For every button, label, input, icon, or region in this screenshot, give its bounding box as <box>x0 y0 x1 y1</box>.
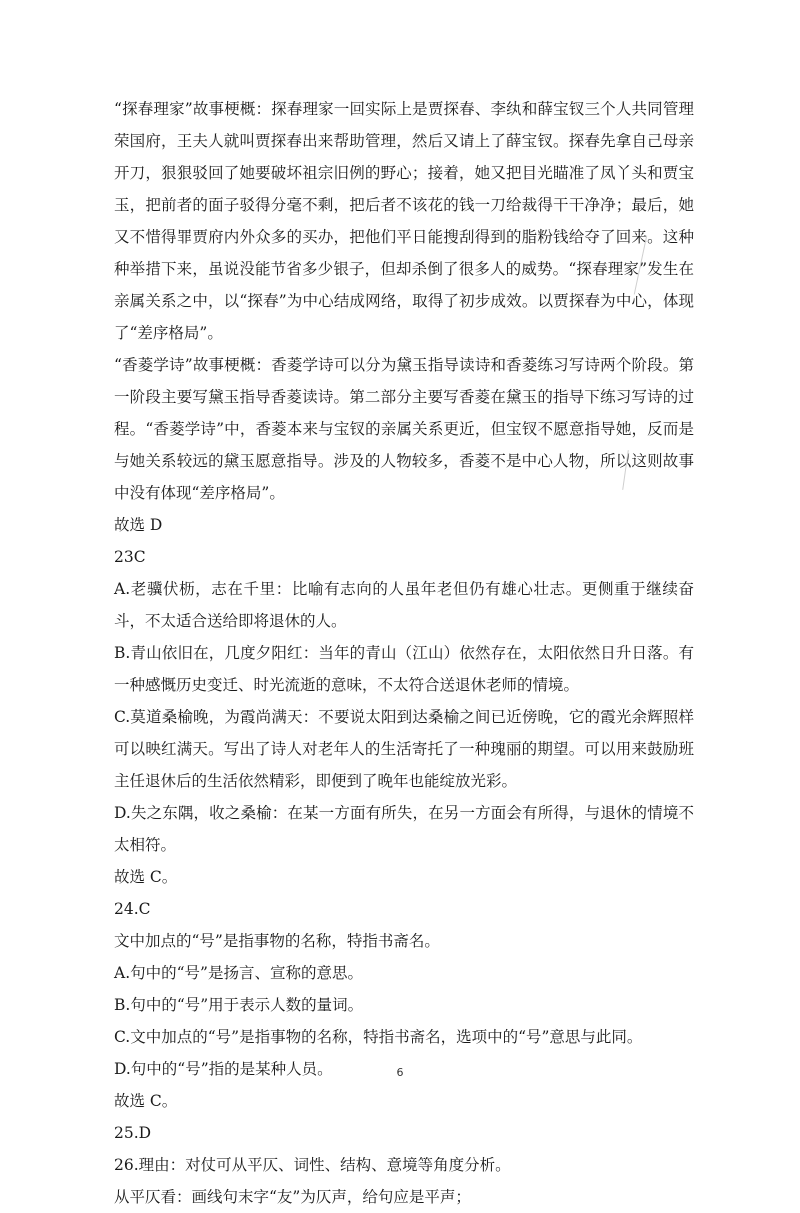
option-24-c: C.文中加点的“号”是指事物的名称，特指书斋名，选项中的“号”意思与此同。 <box>114 1028 643 1046</box>
question-26-tone-analysis: 从平仄看：画线句末字“友”为仄声，给句应是平声； <box>114 1188 471 1206</box>
page-number: 6 <box>396 1066 404 1079</box>
answer-23: 故选 C。 <box>114 868 178 886</box>
option-23-a: A.老骥伏枥，志在千里：比喻有志向的人虽年老但仍有雄心壮志。更侧重于继续奋斗，不太适合送给即将退休的人。 <box>114 580 694 630</box>
question-24-heading: 24.C <box>114 900 151 918</box>
document-body <box>114 93 694 1213</box>
option-23-d: D.失之东隅，收之桑榆：在某一方面有所失，在另一方面会有所得，与退休的情境不太相符。 <box>114 804 694 854</box>
option-23-b: B.青山依旧在，几度夕阳红：当年的青山（江山）依然存在，太阳依然日升日落。有一种感慨历史变迁、时光流逝的意味，不太符合送退休老师的情境。 <box>114 644 694 694</box>
option-24-b: B.句中的“号”用于表示人数的量词。 <box>114 996 364 1014</box>
answer-22: 故选 D <box>114 516 163 534</box>
paragraph-tanchun-summary: “探春理家”故事梗概：探春理家一回实际上是贾探春、李纨和薛宝钗三个人共同管理荣国府，王夫人就叫贾探春出来帮助管理，然后又请上了薛宝钗。探春先拿自己母亲开刀，狠狠驳回了她要破坏祖宗旧例的野心；接着，她又把目光瞄准了凤丫头和贾宝玉，把前者的面子驳得分毫不剩，把后者不该花的钱一刀给裁得干干净净；最后，她又不惜得罪贾府内外众多的买办，把他们平日能搜刮得到的脂粉钱给夺了回来。这种种举措下来，虽说没能节省多少银子，但却杀倒了很多人的威势。“探春理家”发生在亲属关系之中，以“探春”为中心结成网络，取得了初步成效。以贾探春为中心，体现了“差序格局”。 <box>114 100 694 342</box>
answer-24: 故选 C。 <box>114 1092 178 1110</box>
question-23-heading: 23C <box>114 548 146 566</box>
option-24-d: D.句中的“号”指的是某种人员。 <box>114 1060 333 1078</box>
question-25-heading: 25.D <box>114 1124 152 1142</box>
paragraph-xiangling-summary: “香菱学诗”故事梗概：香菱学诗可以分为黛玉指导读诗和香菱练习写诗两个阶段。第一阶段主要写黛玉指导香菱读诗。第二部分主要写香菱在黛玉的指导下练习写诗的过程。“香菱学诗”中，香菱本来与宝钗的亲属关系更近，但宝钗不愿意指导她，反而是与她关系较远的黛玉愿意指导。涉及的人物较多，香菱不是中心人物，所以这则故事中没有体现“差序格局”。 <box>114 356 694 502</box>
option-23-c: C.莫道桑榆晚，为霞尚满天：不要说太阳到达桑榆之间已近傍晚，它的霞光余辉照样可以映红满天。写出了诗人对老年人的生活寄托了一种瑰丽的期望。可以用来鼓励班主任退休后的生活依然精彩，即便到了晚年也能绽放光彩。 <box>114 708 694 790</box>
question-26-heading: 26.理由：对仗可从平仄、词性、结构、意境等角度分析。 <box>114 1156 511 1174</box>
option-24-a: A.句中的“号”是扬言、宣称的意思。 <box>114 964 363 982</box>
question-24-explanation: 文中加点的“号”是指事物的名称，特指书斋名。 <box>114 932 440 950</box>
